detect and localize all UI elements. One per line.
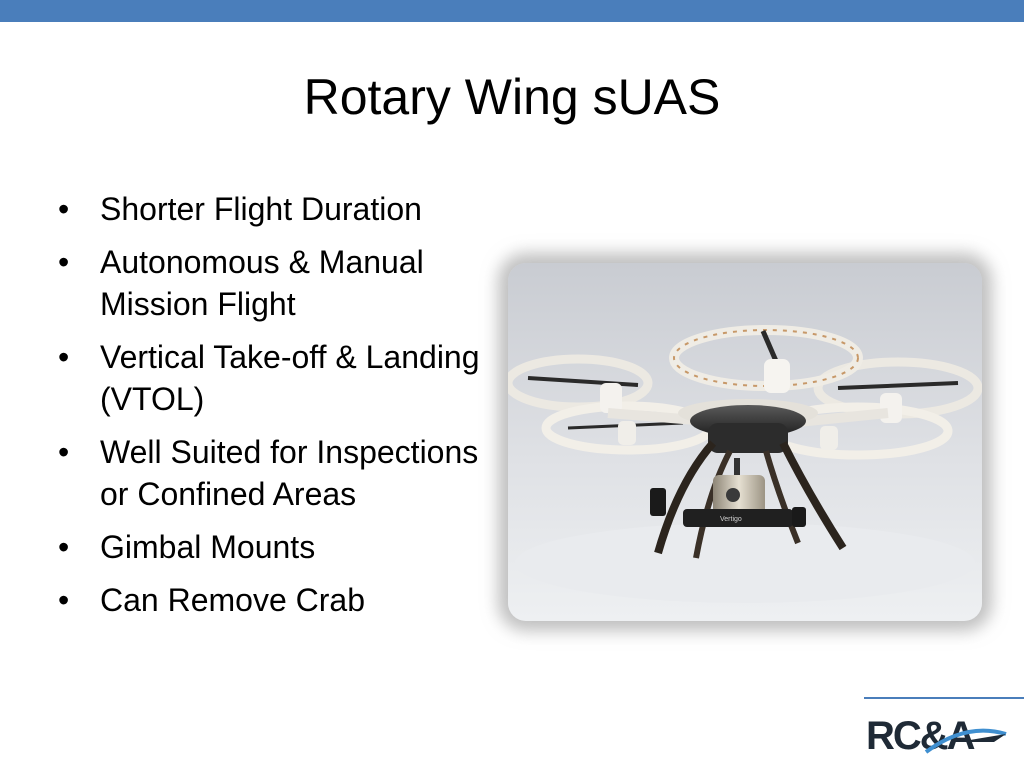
bullet-text: Shorter Flight Duration — [100, 191, 422, 227]
bullet-text: Vertical Take-off & Landing (VTOL) — [100, 339, 480, 417]
bullet-list — [58, 188, 498, 632]
top-accent-bar — [0, 0, 1024, 22]
bullet-item — [58, 336, 498, 420]
bullet-text: Autonomous & Manual Mission Flight — [100, 244, 424, 322]
slide-title: Rotary Wing sUAS — [303, 69, 721, 125]
quadcopter-drone-icon — [508, 263, 982, 621]
bullet-marker: • — [58, 529, 70, 565]
footer-divider — [864, 697, 1024, 699]
bullet-item — [58, 431, 498, 515]
bullet-text: Well Suited for Inspections or Confined Areas — [100, 434, 479, 512]
bullet-item — [58, 188, 498, 230]
bullet-marker: • — [58, 434, 70, 470]
bullet-marker: • — [58, 582, 70, 618]
bullet-text: Can Remove Crab — [100, 582, 365, 618]
bullet-item — [58, 579, 498, 621]
camera-label: Vertigo — [720, 516, 742, 523]
bullet-text: Gimbal Mounts — [100, 529, 316, 565]
bullet-marker: • — [58, 339, 70, 375]
rca-logo — [866, 712, 1016, 762]
rca-logo-swoosh-icon — [866, 712, 1016, 762]
bullet-marker: • — [58, 244, 70, 280]
logo-text: RC&A — [866, 714, 974, 758]
drone-photo — [508, 263, 982, 621]
bullet-item — [58, 241, 498, 325]
bullet-marker: • — [58, 191, 70, 227]
bullet-item — [58, 526, 498, 568]
